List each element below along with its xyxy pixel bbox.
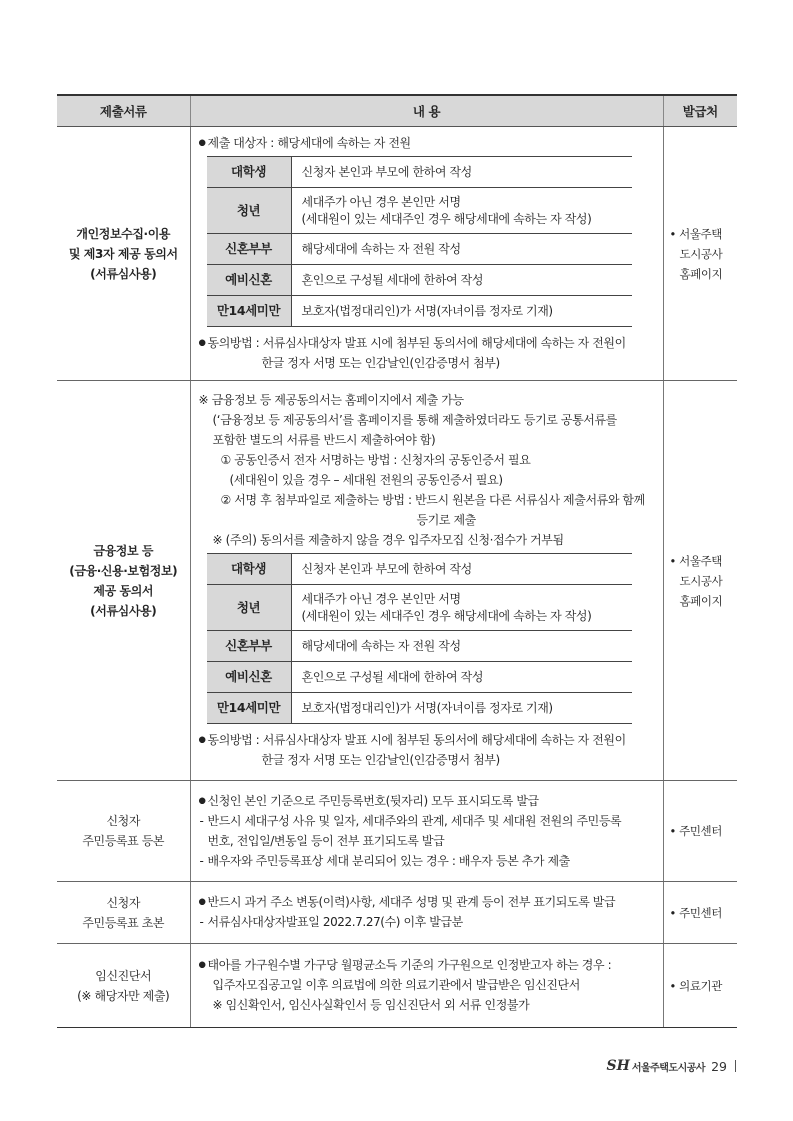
consent-row: 만14세미만 보호자(법정대리인)가 서명(자녀이름 정자로 기재) xyxy=(207,693,632,724)
method-line-cont: 한글 정자 서명 또는 인감날인(인감증명서 첨부) xyxy=(261,356,500,370)
doc-name: 금융정보 등 (금융·신용·보험정보) 제공 동의서 (서류심사용) xyxy=(57,381,190,781)
table-row xyxy=(57,781,737,882)
consent-row: 예비신혼 혼인으로 구성될 세대에 한하여 작성 xyxy=(207,265,632,296)
doc-name: 임신진단서 (※ 해당자만 제출) xyxy=(57,944,190,1028)
sh-logo: SH xyxy=(606,1058,630,1074)
table-row xyxy=(57,127,737,381)
bullet-line: ● 태아를 가구원수별 가구당 월평균소득 기준의 가구원으로 인정받고자 하는 경우 : xyxy=(199,955,657,975)
note-line: (세대원이 있을 경우 – 세대원 전원의 공동인증서 필요) xyxy=(229,473,503,487)
consent-row: 대학생 신청자 본인과 부모에 한하여 작성 xyxy=(207,554,632,585)
dash-line: - 반드시 세대구성 사유 및 일자, 세대주와의 관계, 세대주 및 세대원 전원의 주민등록 xyxy=(199,811,657,831)
table-row xyxy=(57,381,737,781)
consent-row: 대학생 신청자 본인과 부모에 한하여 작성 xyxy=(207,157,632,188)
doc-content xyxy=(190,944,663,1028)
note-line: 포함한 별도의 서류를 반드시 제출하여야 함) xyxy=(212,433,436,447)
doc-name: 신청자 주민등록표 초본 xyxy=(57,882,190,944)
doc-content xyxy=(190,127,663,381)
bullet-line: ● 반드시 과거 주소 변동(이력)사항, 세대주 성명 및 관계 등이 전부 표기되도록 발급 xyxy=(199,892,657,912)
header-row xyxy=(57,95,737,127)
header-doc: 제출서류 xyxy=(57,95,190,127)
doc-content xyxy=(190,781,663,882)
page-footer xyxy=(606,1058,736,1074)
note-line: ※ (주의) 동의서를 제출하지 않을 경우 입주자모집 신청·접수가 거부됨 xyxy=(212,533,564,547)
dash-line: - 서류심사대상자발표일 2022.7.27(수) 이후 발급분 xyxy=(199,912,657,932)
consent-row: 신혼부부 해당세대에 속하는 자 전원 작성 xyxy=(207,234,632,265)
issuer: • 서울주택 도시공사 홈페이지 xyxy=(663,127,737,381)
consent-row: 청년 세대주가 아닌 경우 본인만 서명 (세대원이 있는 세대주인 경우 해당세대에 속하는 자 작성) xyxy=(207,188,632,234)
note-line: ① 공동인증서 전자 서명하는 방법 : 신청자의 공동인증서 필요 xyxy=(220,453,531,467)
method-line: ● 동의방법 : 서류심사대상자 발표 시에 첨부된 동의서에 해당세대에 속하는 자 전원이 xyxy=(199,730,657,750)
note-line: ② 서명 후 첨부파일로 제출하는 방법 : 반드시 원본을 다른 서류심사 제출서류와 함께 xyxy=(220,493,645,507)
page-number: 29 xyxy=(711,1058,727,1074)
issuer: • 주민센터 xyxy=(663,781,737,882)
consent-row: 신혼부부 해당세대에 속하는 자 전원 작성 xyxy=(207,631,632,662)
consent-row: 청년 세대주가 아닌 경우 본인만 서명 (세대원이 있는 세대주인 경우 해당세대에 속하는 자 작성) xyxy=(207,585,632,631)
consent-row: 만14세미만 보호자(법정대리인)가 서명(자녀이름 정자로 기재) xyxy=(207,296,632,327)
dash-line-cont: 번호, 전입일/변동일 등이 전부 표기되도록 발급 xyxy=(207,833,445,848)
doc-name: 신청자 주민등록표 등본 xyxy=(57,781,190,882)
doc-content xyxy=(190,381,663,781)
doc-name: 개인정보수집·이용 및 제3자 제공 동의서 (서류심사용) xyxy=(57,127,190,381)
document-table xyxy=(57,94,737,1028)
consent-row: 예비신혼 혼인으로 구성될 세대에 한하여 작성 xyxy=(207,662,632,693)
note-line: ※ 금융정보 등 제공동의서는 홈페이지에서 제출 가능 xyxy=(198,393,464,407)
dash-line: - 배우자와 주민등록표상 세대 분리되어 있는 경우 : 배우자 등본 추가 제출 xyxy=(199,851,657,871)
consent-table xyxy=(207,553,632,724)
note-line: (‘금융정보 등 제공동의서’를 홈페이지를 통해 제출하였더라도 등기로 공통서류를 xyxy=(212,413,617,427)
bullet-line: ● 신청인 본인 기준으로 주민등록번호(뒷자리) 모두 표시되도록 발급 xyxy=(199,791,657,811)
issuer: • 서울주택 도시공사 홈페이지 xyxy=(663,381,737,781)
footer-divider xyxy=(735,1060,736,1072)
note-line: 등기로 제출 xyxy=(416,513,476,527)
table-row xyxy=(57,944,737,1028)
org-name: 서울주택도시공사 xyxy=(631,1062,706,1074)
content-line: 입주자모집공고일 이후 의료법에 의한 의료기관에서 발급받은 임신진단서 xyxy=(212,978,580,992)
method-line: ● 동의방법 : 서류심사대상자 발표 시에 첨부된 동의서에 해당세대에 속하는 자 전원이 xyxy=(199,333,657,353)
header-issuer: 발급처 xyxy=(663,95,737,127)
content-line: ※ 임신확인서, 임신사실확인서 등 임신진단서 외 서류 인정불가 xyxy=(212,998,530,1012)
consent-table xyxy=(207,156,632,327)
header-content: 내 용 xyxy=(190,95,663,127)
doc-content xyxy=(190,882,663,944)
method-line-cont: 한글 정자 서명 또는 인감날인(인감증명서 첨부) xyxy=(261,753,500,767)
bullet-line: ● 제출 대상자 : 해당세대에 속하는 자 전원 xyxy=(199,133,657,153)
table-row xyxy=(57,882,737,944)
issuer: • 주민센터 xyxy=(663,882,737,944)
issuer: • 의료기관 xyxy=(663,944,737,1028)
